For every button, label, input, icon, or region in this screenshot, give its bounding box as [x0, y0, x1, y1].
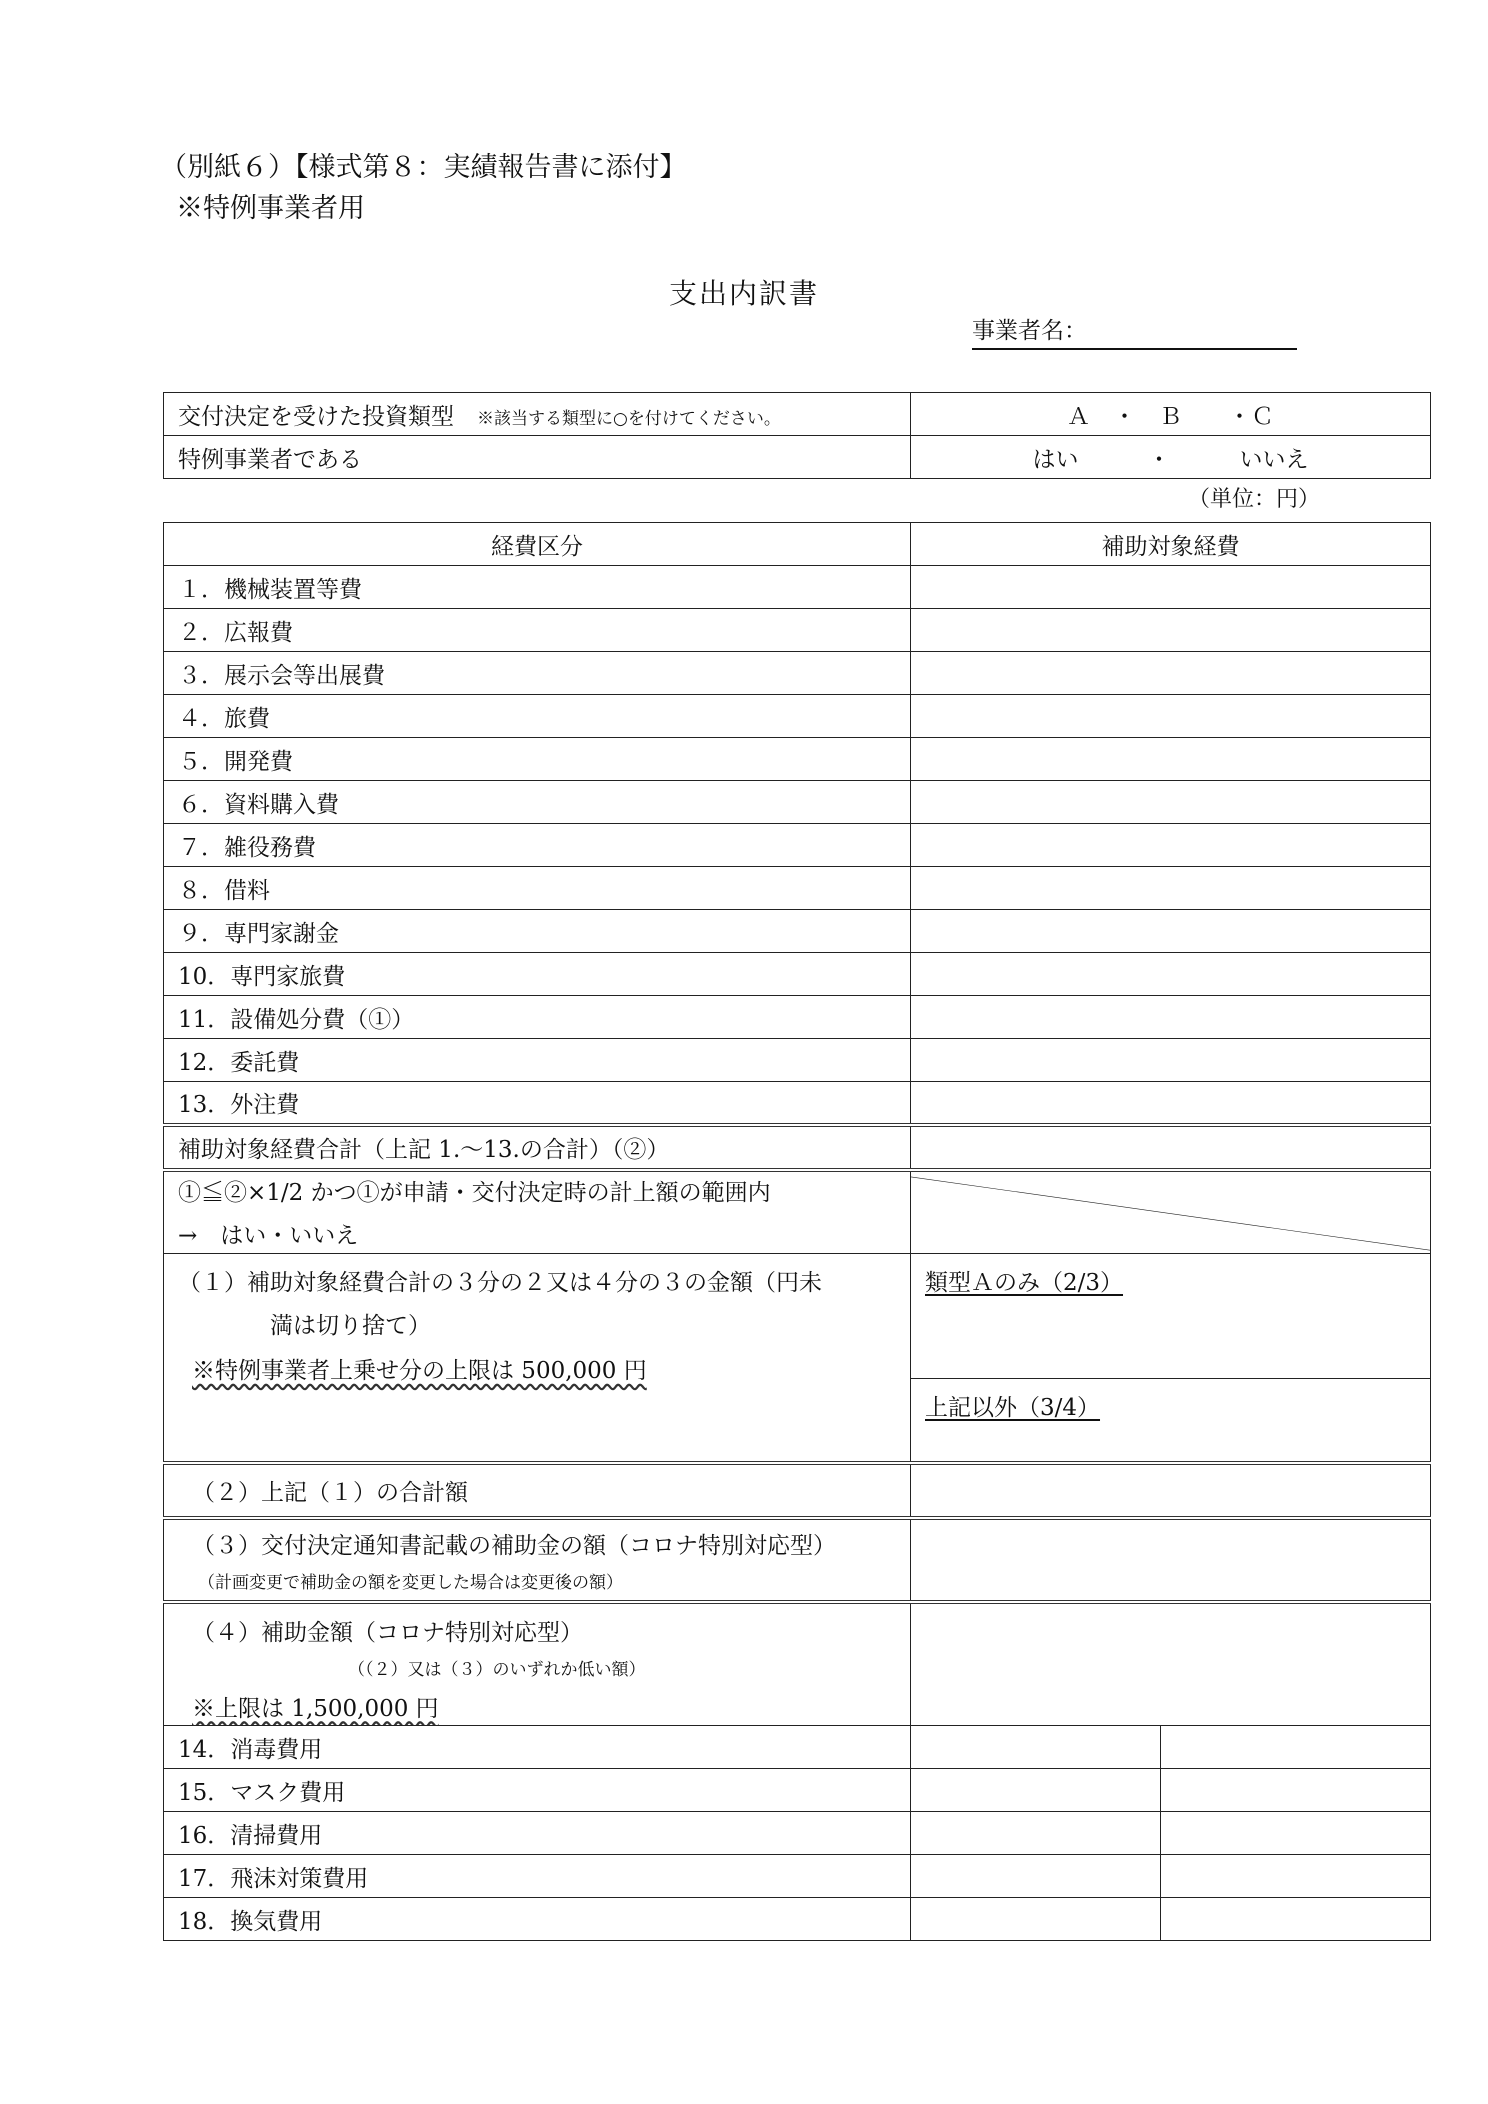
extra-row-label: 15．マスク費用	[164, 1769, 911, 1812]
total-label: 補助対象経費合計（上記 1.～13.の合計）（②）	[164, 1125, 911, 1170]
calc1-note: ※特例事業者上乗せ分の上限は 500,000 円	[192, 1358, 647, 1384]
header-amount: 補助対象経費	[911, 523, 1431, 566]
special-business-label: 特例事業者である	[164, 436, 911, 479]
expense-row-label: ８．借料	[164, 867, 911, 910]
header-category: 経費区分	[164, 523, 911, 566]
business-name-field[interactable]: 事業者名：	[972, 312, 1297, 350]
special-note: ※特例事業者用	[176, 193, 365, 224]
expense-amount-cell[interactable]	[911, 867, 1431, 910]
calc1-typeA-label: 類型Ａのみ（2/3）	[925, 1270, 1124, 1296]
extra-row-label: 14．消毒費用	[164, 1726, 911, 1769]
expense-row-label: ３．展示会等出展費	[164, 652, 911, 695]
expense-amount-cell[interactable]	[911, 695, 1431, 738]
extra-amount-cell[interactable]	[911, 1769, 1161, 1812]
calc4-line1: （４）補助金額（コロナ特別対応型）	[192, 1619, 583, 1646]
expense-row-label: ６．資料購入費	[164, 781, 911, 824]
extra-amount-cell-2[interactable]	[1161, 1812, 1431, 1855]
calc4-note: ※上限は 1,500,000 円	[192, 1695, 439, 1722]
page-title: 支出内訳書	[668, 277, 819, 310]
expense-row-label: 12．委託費	[164, 1039, 911, 1082]
calc4-line2: （（２）又は（３）のいずれか低い額）	[348, 1659, 646, 1680]
calc2-amount-cell[interactable]	[911, 1463, 1431, 1518]
calc3-amount-cell[interactable]	[911, 1518, 1431, 1602]
calc3-line1: （３）交付決定通知書記載の補助金の額（コロナ特別対応型）	[192, 1532, 836, 1559]
investment-type-options[interactable]: Ａ ・ Ｂ ・Ｃ	[911, 393, 1431, 436]
investment-type-table	[163, 392, 1431, 479]
extra-amount-cell[interactable]	[911, 1855, 1161, 1898]
extra-amount-cell[interactable]	[911, 1812, 1161, 1855]
expense-amount-cell[interactable]	[911, 781, 1431, 824]
calc2-label: （２）上記（１）の合計額	[164, 1463, 911, 1518]
unit-label: （単位：円）	[1188, 487, 1321, 512]
calc1-other-cell[interactable]	[911, 1379, 1431, 1463]
extra-amount-cell[interactable]	[911, 1898, 1161, 1941]
expense-amount-cell[interactable]	[911, 1039, 1431, 1082]
expense-row-label: 11．設備処分費（①）	[164, 996, 911, 1039]
extra-row-label: 17．飛沫対策費用	[164, 1855, 911, 1898]
expense-amount-cell[interactable]	[911, 910, 1431, 953]
expense-row-label: ４．旅費	[164, 695, 911, 738]
expense-row-label: ５．開発費	[164, 738, 911, 781]
expense-amount-cell[interactable]	[911, 738, 1431, 781]
expense-row-label: ７．雑役務費	[164, 824, 911, 867]
calc3-label	[164, 1518, 911, 1602]
extra-amount-cell-2[interactable]	[1161, 1726, 1431, 1769]
diagonal-cell	[911, 1170, 1431, 1254]
check-condition-line1: ①≦②×1/2 かつ①が申請・交付決定時の計上額の範囲内	[178, 1180, 771, 1207]
calc1-line2: 満は切り捨て）	[270, 1313, 431, 1339]
expense-row-label: 13．外注費	[164, 1082, 911, 1125]
calc1-typeA-cell[interactable]	[911, 1254, 1431, 1379]
expense-amount-cell[interactable]	[911, 566, 1431, 609]
expense-table	[163, 522, 1431, 1941]
extra-row-label: 18．換気費用	[164, 1898, 911, 1941]
check-condition	[164, 1170, 911, 1254]
calc4-label	[164, 1602, 911, 1726]
check-condition-answer[interactable]: → はい・いいえ	[178, 1223, 359, 1250]
special-business-options[interactable]: はい ・ いいえ	[911, 436, 1431, 479]
extra-amount-cell[interactable]	[911, 1726, 1161, 1769]
expense-amount-cell[interactable]	[911, 1082, 1431, 1125]
expense-row-label: ２．広報費	[164, 609, 911, 652]
extra-row-label: 16．清掃費用	[164, 1812, 911, 1855]
calc3-line2: （計画変更で補助金の額を変更した場合は変更後の額）	[198, 1572, 623, 1593]
total-amount-cell[interactable]	[911, 1125, 1431, 1170]
calc1-line1: （１）補助対象経費合計の３分の２又は４分の３の金額（円未	[178, 1270, 822, 1296]
form-reference: （別紙６）【様式第８：実績報告書に添付】	[160, 152, 687, 183]
expense-amount-cell[interactable]	[911, 652, 1431, 695]
expense-amount-cell[interactable]	[911, 996, 1431, 1039]
investment-type-label: 交付決定を受けた投資類型 ※該当する類型に○を付けてください。	[164, 393, 911, 436]
expense-amount-cell[interactable]	[911, 824, 1431, 867]
expense-row-label: １．機械装置等費	[164, 566, 911, 609]
extra-amount-cell-2[interactable]	[1161, 1855, 1431, 1898]
extra-amount-cell-2[interactable]	[1161, 1898, 1431, 1941]
expense-amount-cell[interactable]	[911, 953, 1431, 996]
calc1-other-label: 上記以外（3/4）	[925, 1395, 1101, 1421]
calc1-label	[164, 1254, 911, 1463]
expense-amount-cell[interactable]	[911, 609, 1431, 652]
extra-amount-cell-2[interactable]	[1161, 1769, 1431, 1812]
expense-row-label: ９．専門家謝金	[164, 910, 911, 953]
calc4-amount-cell[interactable]	[911, 1602, 1431, 1726]
expense-row-label: 10．専門家旅費	[164, 953, 911, 996]
